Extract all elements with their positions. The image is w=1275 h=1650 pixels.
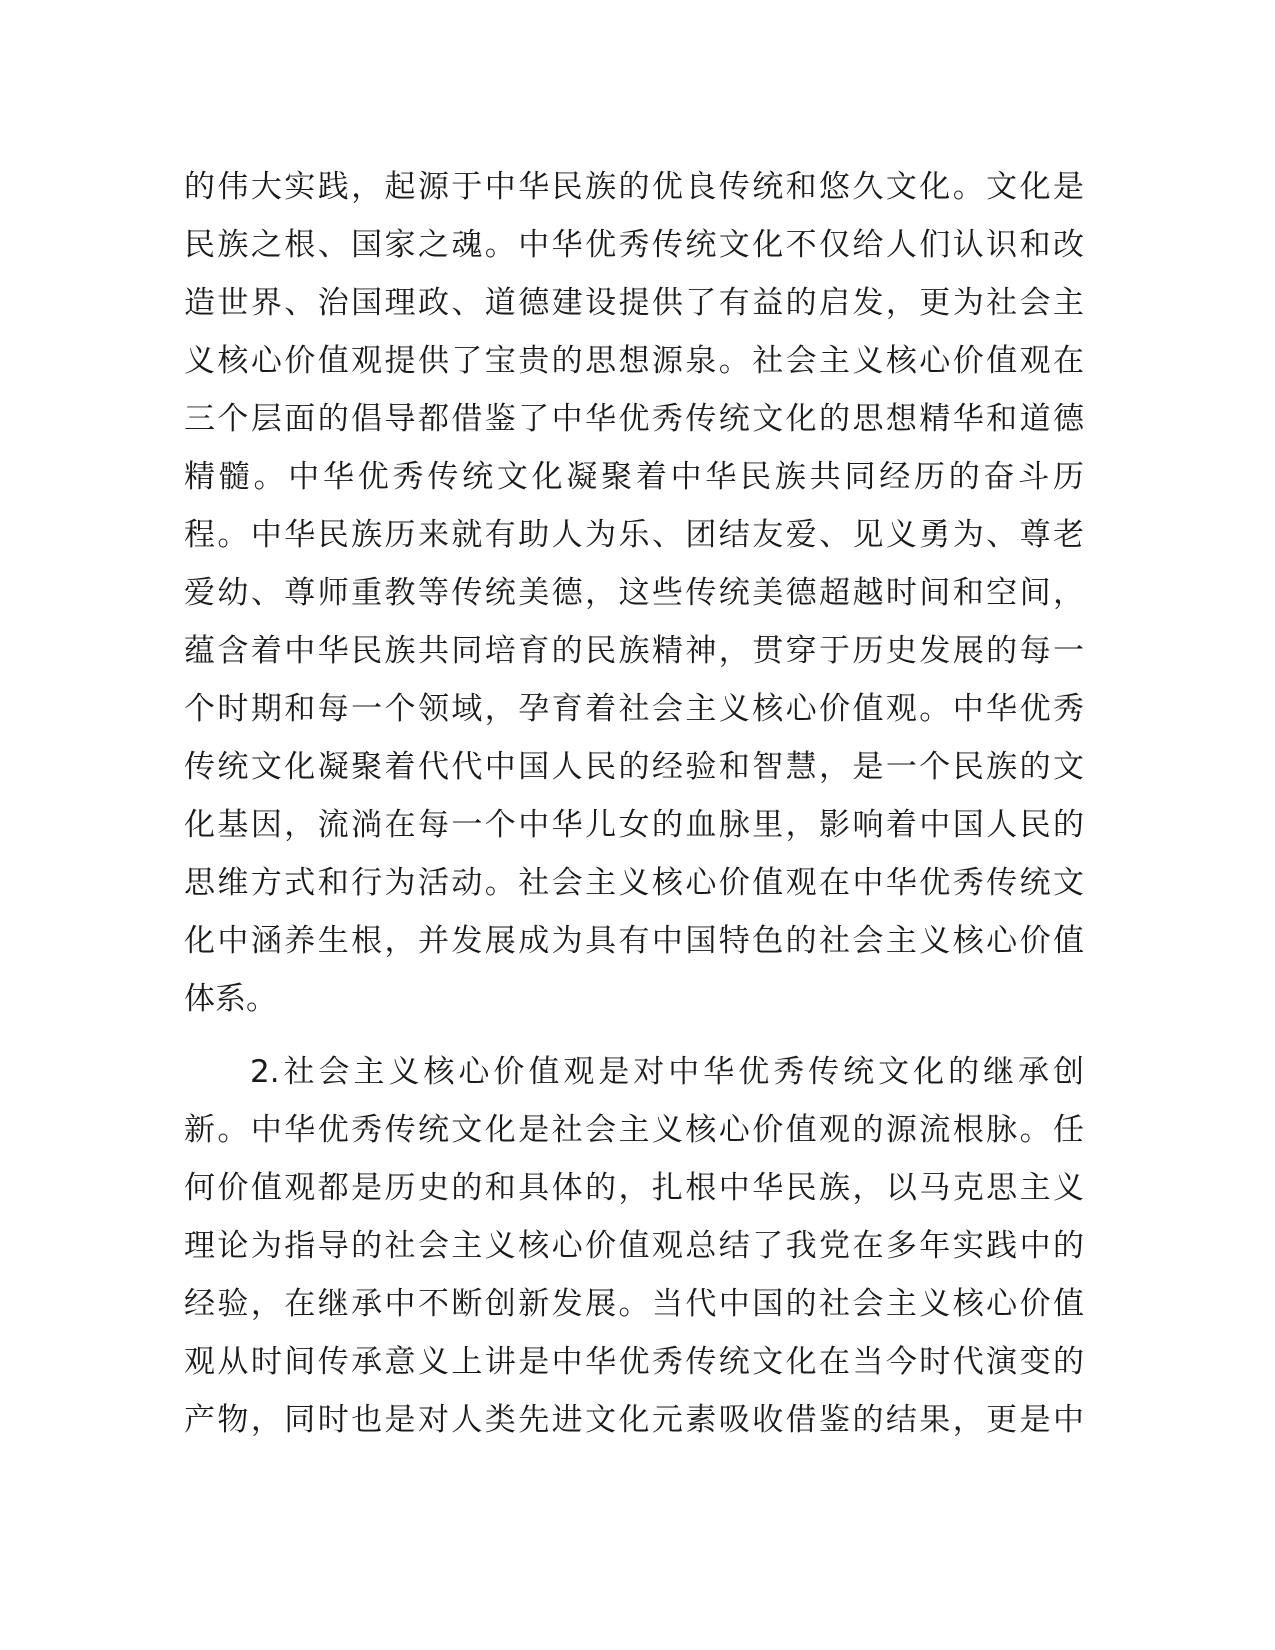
text-line: 经验，在继承中不断创新发展。当代中国的社会主义核心价值: [184, 1286, 1084, 1322]
text-line: 体系。: [184, 981, 277, 1017]
text-line: 传统文化凝聚着代代中国人民的经验和智慧，是一个民族的文: [184, 749, 1084, 785]
text-line: 程。中华民族历来就有助人为乐、团结友爱、见义勇为、尊老: [184, 517, 1084, 553]
paragraph-continuation: [184, 158, 1084, 1028]
text-line: 爱幼、尊师重教等传统美德，这些传统美德超越时间和空间，: [184, 575, 1084, 611]
text-line: 观从时间传承意义上讲是中华优秀传统文化在当今时代演变的: [184, 1344, 1084, 1380]
text-line: 的伟大实践，起源于中华民族的优良传统和悠久文化。文化是: [184, 169, 1084, 205]
text-line: 化中涵养生根，并发展成为具有中国特色的社会主义核心价值: [184, 923, 1084, 959]
text-line: 产物，同时也是对人类先进文化元素吸收借鉴的结果，更是中: [184, 1402, 1084, 1438]
text-line: 民族之根、国家之魂。中华优秀传统文化不仅给人们认识和改: [184, 227, 1084, 263]
text-line: 思维方式和行为活动。社会主义核心价值观在中华优秀传统文: [184, 865, 1084, 901]
text-line: 新。中华优秀传统文化是社会主义核心价值观的源流根脉。任: [184, 1112, 1084, 1148]
text-line: 2.社会主义核心价值观是对中华优秀传统文化的继承创: [250, 1054, 1084, 1090]
text-line: 蕴含着中华民族共同培育的民族精神，贯穿于历史发展的每一: [184, 633, 1084, 669]
text-line: 三个层面的倡导都借鉴了中华优秀传统文化的思想精华和道德: [184, 401, 1084, 437]
text-line: 个时期和每一个领域，孕育着社会主义核心价值观。中华优秀: [184, 691, 1084, 727]
text-line: 精髓。中华优秀传统文化凝聚着中华民族共同经历的奋斗历: [184, 459, 1084, 495]
text-line: 何价值观都是历史的和具体的，扎根中华民族，以马克思主义: [184, 1170, 1084, 1206]
paragraph-section-2: [184, 1043, 1084, 1449]
text-line: 义核心价值观提供了宝贵的思想源泉。社会主义核心价值观在: [184, 343, 1084, 379]
text-line: 化基因，流淌在每一个中华儿女的血脉里，影响着中国人民的: [184, 807, 1084, 843]
text-line: 造世界、治国理政、道德建设提供了有益的启发，更为社会主: [184, 285, 1084, 321]
text-line: 理论为指导的社会主义核心价值观总结了我党在多年实践中的: [184, 1228, 1084, 1264]
